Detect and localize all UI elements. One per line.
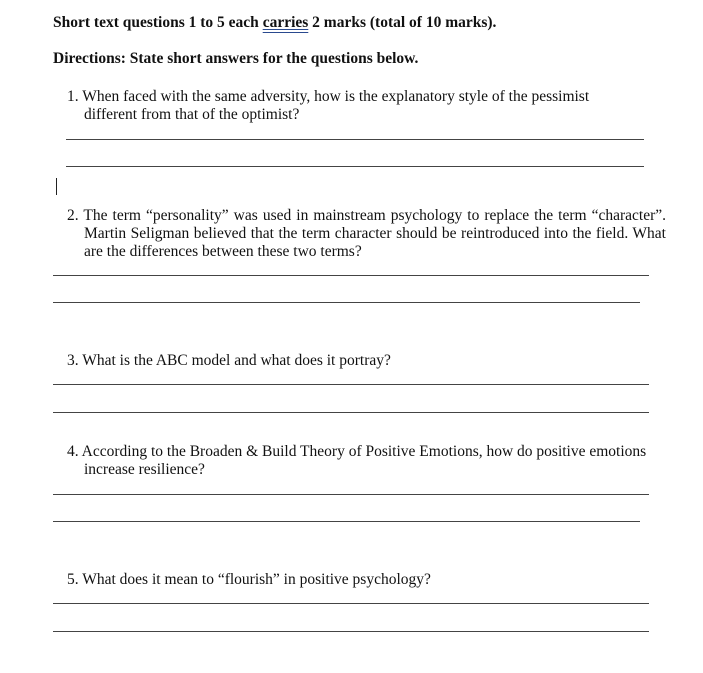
instructions-heading — [53, 14, 496, 32]
question-3-text: What is the ABC model and what does it portray? — [82, 352, 391, 369]
question-2-number: 2. — [67, 207, 79, 224]
answer-line-3a[interactable] — [53, 384, 649, 385]
answer-line-1b[interactable] — [66, 166, 644, 167]
question-1-text: When faced with the same adversity, how is the explanatory style of the pessimist different from that of the optimist? — [82, 88, 590, 123]
question-4 — [67, 443, 674, 479]
question-5-number: 5. — [67, 571, 79, 588]
question-1 — [67, 88, 629, 124]
question-2-text: The term “personality” was used in mainstream psychology to replace the term “character”. Martin Seligman believed that the term character should be reintroduced into the field. What are the differences between these two terms? — [83, 207, 666, 260]
directions-heading: Directions: State short answers for the questions below. — [53, 50, 419, 67]
heading-underlined-word: carries — [262, 14, 309, 31]
answer-line-5a[interactable] — [53, 603, 649, 604]
answer-line-5b[interactable] — [53, 631, 649, 632]
answer-line-2a[interactable] — [53, 275, 649, 276]
text-cursor — [56, 178, 57, 195]
question-5 — [67, 571, 666, 589]
heading-text-start: Short text questions 1 to 5 each — [53, 14, 263, 31]
question-2 — [67, 207, 666, 261]
question-3 — [67, 352, 666, 370]
answer-line-2b[interactable] — [53, 302, 640, 303]
question-4-text: According to the Broaden & Build Theory of Positive Emotions, how do positive emotions increase resilience? — [81, 443, 647, 478]
answer-line-3b[interactable] — [53, 412, 649, 413]
question-3-number: 3. — [67, 352, 79, 369]
answer-line-4b[interactable] — [53, 521, 640, 522]
question-1-number: 1. — [67, 88, 79, 105]
answer-line-1a[interactable] — [66, 139, 644, 140]
answer-line-4a[interactable] — [53, 494, 649, 495]
question-4-number: 4. — [67, 443, 79, 460]
heading-text-end: 2 marks (total of 10 marks). — [308, 14, 497, 31]
question-5-text: What does it mean to “flourish” in positive psychology? — [82, 571, 431, 588]
